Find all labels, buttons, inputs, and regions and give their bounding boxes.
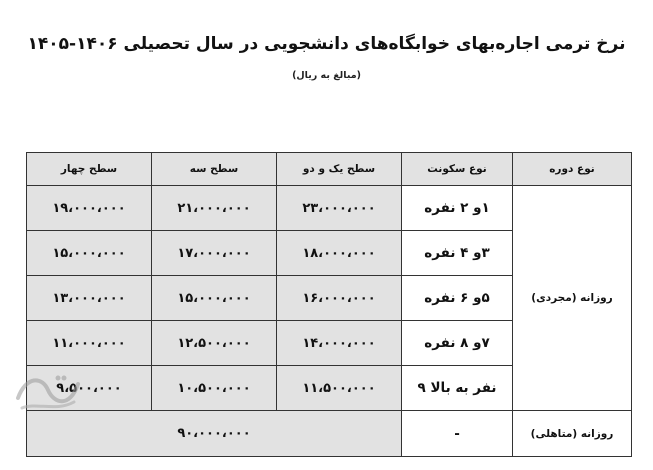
occupancy-cell: نفر به بالا ۹ <box>402 366 513 411</box>
price-cell: ۱۱،۰۰۰،۰۰۰ <box>27 321 152 366</box>
currency-note: (مبالغ به ریال) <box>292 70 361 81</box>
dormitory-rent-table <box>26 152 632 457</box>
occupancy-cell: ۵و ۶ نفره <box>402 276 513 321</box>
married-period-cell: روزانه (متاهلی) <box>513 411 632 457</box>
price-cell: ۲۳،۰۰۰،۰۰۰ <box>277 186 402 231</box>
table-header-row <box>27 153 632 186</box>
occupancy-cell: ۷و ۸ نفره <box>402 321 513 366</box>
price-cell: ۱۰،۵۰۰،۰۰۰ <box>152 366 277 411</box>
price-cell: ۱۷،۰۰۰،۰۰۰ <box>152 231 277 276</box>
price-cell: ۱۲،۵۰۰،۰۰۰ <box>152 321 277 366</box>
price-cell: ۱۶،۰۰۰،۰۰۰ <box>277 276 402 321</box>
publisher-logo-watermark-icon <box>12 368 84 416</box>
document-title: نرخ ترمی اجاره‌بهای خوابگاه‌های دانشجویی در سال تحصیلی ۱۴۰۶-۱۴۰۵ <box>27 34 626 54</box>
header-level-1-2: سطح یک و دو <box>277 153 402 186</box>
table-row <box>27 186 632 231</box>
occupancy-cell: ۱و ۲ نفره <box>402 186 513 231</box>
table-row <box>27 411 632 457</box>
header-level-4: سطح چهار <box>27 153 152 186</box>
married-price-cell: ۹۰،۰۰۰،۰۰۰ <box>27 411 402 457</box>
price-cell: ۱۵،۰۰۰،۰۰۰ <box>152 276 277 321</box>
header-level-3: سطح سه <box>152 153 277 186</box>
married-occupancy-cell: - <box>402 411 513 457</box>
occupancy-cell: ۳و ۴ نفره <box>402 231 513 276</box>
single-period-cell: روزانه (مجردی) <box>513 186 632 411</box>
header-period-type: نوع دوره <box>513 153 632 186</box>
price-cell: ۱۹،۰۰۰،۰۰۰ <box>27 186 152 231</box>
price-cell: ۱۱،۵۰۰،۰۰۰ <box>277 366 402 411</box>
header-occupancy-type: نوع سکونت <box>402 153 513 186</box>
price-cell: ۱۴،۰۰۰،۰۰۰ <box>277 321 402 366</box>
price-cell: ۱۳،۰۰۰،۰۰۰ <box>27 276 152 321</box>
price-cell: ۹،۵۰۰،۰۰۰ <box>27 366 152 411</box>
price-cell: ۱۵،۰۰۰،۰۰۰ <box>27 231 152 276</box>
price-cell: ۲۱،۰۰۰،۰۰۰ <box>152 186 277 231</box>
price-cell: ۱۸،۰۰۰،۰۰۰ <box>277 231 402 276</box>
